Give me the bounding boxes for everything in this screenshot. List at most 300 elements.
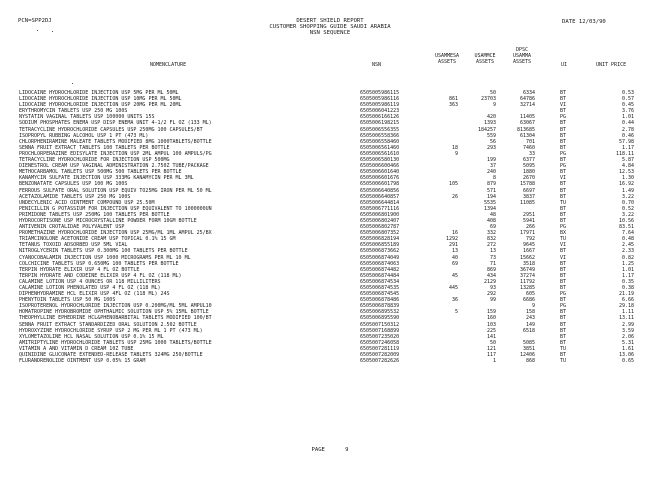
cell-unit-of-issue: TU <box>560 358 567 365</box>
cell-dpsc-assets: 9 <box>531 303 535 310</box>
cell-unit-price: 1.61 <box>621 345 634 352</box>
cell-usammce-assets: 37 <box>489 163 496 170</box>
col-header-nomenclature: NOMENCLATURE <box>150 62 187 68</box>
cell-unit-of-issue: BT <box>560 278 567 285</box>
cell-unit-price: 21.19 <box>618 291 634 298</box>
cell-unit-of-issue: PG <box>560 114 567 121</box>
cell-usammce-assets: 293 <box>486 144 496 151</box>
cell-unit-of-issue: BT <box>560 120 567 127</box>
cell-usammce-assets: 1394 <box>483 205 496 212</box>
cell-nsn: 6505006874535 <box>360 285 400 291</box>
cell-nomenclature: HYDROXYZINE HYDROCHLORIDE SYRUP USP 2 MG PER ML 1 PT (473 ML) <box>19 327 203 334</box>
cell-nsn: 6505006561610 <box>360 150 400 157</box>
cell-dpsc-assets: 6686 <box>522 297 535 304</box>
cell-unit-price: 13.11 <box>618 315 634 322</box>
cell-nsn: 6505006874049 <box>360 254 400 261</box>
cell-dpsc-assets: 3518 <box>522 260 535 267</box>
cell-nsn: 6505006895532 <box>360 309 400 316</box>
cell-usammce-assets: 1393 <box>483 120 496 127</box>
page-label: PAGE <box>311 447 325 453</box>
cell-nomenclature: CALAMINE LOTION USP 4 OUNCES OR 118 MILLILITERS <box>19 278 161 285</box>
cell-unit-of-issue: BT <box>560 193 567 200</box>
cell-unit-price: 4.84 <box>621 163 634 170</box>
cell-unit-price: 0.57 <box>621 96 634 103</box>
cell-unit-price: 5.31 <box>621 339 634 346</box>
cell-nomenclature: METHOCARBAMOL TABLETS USP 500MG 500 TABLETS PER BOTTLE <box>19 169 182 176</box>
cell-dpsc-assets: 5095 <box>522 163 535 170</box>
cell-nomenclature: CYANOCOBALAMIN INJECTION USP 1000 MICROGRAMS PER ML 10 ML <box>19 254 191 261</box>
report-title: DESERT SHIELD REPORT <box>296 18 364 24</box>
item-table <box>0 90 660 364</box>
cell-unit-price: 0.44 <box>621 120 634 127</box>
cell-dpsc-assets: 266 <box>525 224 535 231</box>
cell-usammesa-assets: 36 <box>451 297 458 304</box>
cell-nsn: 6505006601640 <box>360 169 400 176</box>
cell-unit-price: 5.87 <box>621 157 634 164</box>
cell-usammce-assets: 159 <box>486 309 496 316</box>
cell-nsn: 6505006828194 <box>360 236 400 243</box>
cell-unit-of-issue: BT <box>560 169 567 176</box>
cell-nomenclature: PROMETHAZINE HYDROCHLORIDE INJECTION USP 25MG/ML 1ML AMPUL 25/BX <box>19 230 212 237</box>
cell-nomenclature: XYLOMETAZOLINE HCL NASAL SOLUTION USP 0.1% 15 ML <box>19 333 164 340</box>
cell-nsn: 6505007282626 <box>360 358 400 365</box>
cell-unit-price: 7.64 <box>621 230 634 237</box>
cell-nomenclature: UNDECYLENIC ACID OINTMENT COMPOUND USP 25.50M <box>19 199 155 206</box>
cell-unit-of-issue: BT <box>560 297 567 304</box>
cell-unit-price: 0.48 <box>621 236 634 243</box>
cell-usammce-assets: 240 <box>486 169 496 176</box>
cell-dpsc-assets: 158 <box>525 309 535 316</box>
cell-dpsc-assets: 63067 <box>519 120 535 127</box>
cell-dpsc-assets: 12406 <box>519 352 535 359</box>
cell-nomenclature: TERPIN HYDRATE AND CODEINE ELIXIR USP 4 FL OZ (118 ML) <box>19 272 182 279</box>
cell-nsn: 6505006556355 <box>360 126 400 133</box>
cell-unit-price: 1.17 <box>621 144 634 151</box>
cell-unit-of-issue: BT <box>560 327 567 334</box>
report-title-block <box>0 18 660 36</box>
cell-unit-price: 83.51 <box>618 224 634 231</box>
cell-usammce-assets: 56 <box>489 138 496 145</box>
cell-usammce-assets: 71 <box>489 260 496 267</box>
cell-usammesa-assets: 861 <box>448 96 458 103</box>
cell-usammesa-assets: 105 <box>448 181 458 188</box>
col-header-ui: UI <box>561 62 568 68</box>
cell-nomenclature: TETANUS TOXOID ADSORBED USP 5ML VIAL <box>19 242 128 249</box>
cell-nsn: 6505006640856 <box>360 187 400 194</box>
cell-unit-price: 1.01 <box>621 114 634 121</box>
cell-nomenclature: PRIMIDONE TABLETS USP 250MG 100 TABLETS PER BOTTLE <box>19 211 170 218</box>
report-subtitle: CUSTOMER SHOPPING GUIDE SAUDI ARABIA <box>269 24 391 30</box>
cell-unit-of-issue: BT <box>560 315 567 322</box>
cell-unit-of-issue: BT <box>560 285 567 291</box>
cell-usammce-assets: 99 <box>489 297 496 304</box>
cell-unit-of-issue: BT <box>560 309 567 316</box>
cell-usammce-assets: 160 <box>486 315 496 322</box>
col-header-usammce-line1: USAMMCE <box>474 53 496 59</box>
scan-speck <box>72 83 73 84</box>
cell-dpsc-assets: 11085 <box>519 199 535 206</box>
cell-usammce-assets: 2129 <box>483 278 496 285</box>
cell-unit-price: 1.25 <box>621 260 634 267</box>
col-header-dpsc <box>507 47 537 65</box>
cell-usammce-assets: 117 <box>486 352 496 359</box>
cell-dpsc-assets: 149 <box>525 321 535 328</box>
cell-nomenclature: SENNA FRUIT EXTRACT STANDARDIZED ORAL SOLUTION 2.502 BOTTLE <box>19 321 197 328</box>
cell-usammce-assets: 272 <box>486 242 496 249</box>
cell-unit-of-issue: BT <box>560 138 567 145</box>
report-date <box>562 19 606 25</box>
cell-usammesa-assets: 5 <box>454 309 458 316</box>
cell-usammce-assets: 8 <box>492 175 496 182</box>
cell-unit-of-issue: BT <box>560 272 567 279</box>
cell-dpsc-assets: 11792 <box>519 278 535 285</box>
cell-usammce-assets: 121 <box>486 345 496 352</box>
col-header-dpsc-line3: ASSETS <box>512 59 532 65</box>
col-header-nsn: NSN <box>372 62 382 68</box>
cell-unit-of-issue: BT <box>560 144 567 151</box>
cell-unit-price: 2.45 <box>621 242 634 249</box>
cell-nomenclature: AMITRIPTYLINE HYDROCHLORIDE TABLETS USP 25MG 1000 TABLETS/BOTTLE <box>19 339 212 346</box>
cell-nomenclature: TETRACYCLINE HYDROCHLORIDE CAPSULES USP 250MG 100 CAPSULES/BT <box>19 126 203 133</box>
cell-dpsc-assets: 15788 <box>519 181 535 188</box>
cell-unit-price: 3.59 <box>621 327 634 334</box>
cell-usammce-assets: 23703 <box>480 96 496 103</box>
date-value: 12/03/90 <box>578 19 606 25</box>
cell-unit-price: 1.17 <box>621 272 634 279</box>
table-row <box>0 358 660 364</box>
cell-nomenclature: ISOPROTERENOL HYDROCHLORIDE INJECTION USP 0.200MG/ML 5ML AMPUL10 <box>19 303 212 310</box>
scan-speck <box>37 30 38 31</box>
cell-nsn: 6505006874484 <box>360 272 400 279</box>
cell-nomenclature: NYSTATIN VAGINAL TABLETS USP 100000 UNITS 15S <box>19 114 155 121</box>
cell-nsn: 6505006878486 <box>360 297 400 304</box>
col-header-usammce <box>470 53 500 65</box>
cell-nsn: 6505006874534 <box>360 278 400 285</box>
cell-nsn: 6505006558366 <box>360 132 400 139</box>
cell-nomenclature: DIENESTROL CREAM USP VAGINAL ADMINISTRATION 2.750Z TUBE/PACKAGE <box>19 163 209 170</box>
cell-usammce-assets: 13 <box>489 248 496 255</box>
cell-usammce-assets: 50 <box>489 339 496 346</box>
cell-unit-price: 2.78 <box>621 126 634 133</box>
cell-nsn: 6505006561460 <box>360 144 400 151</box>
page-number: 9 <box>345 447 349 453</box>
cell-usammce-assets: 292 <box>486 291 496 298</box>
cell-usammce-assets: 50 <box>489 90 496 96</box>
cell-usammce-assets: 194 <box>486 193 496 200</box>
cell-unit-price: 0.65 <box>621 358 634 365</box>
cell-nsn: 6505005986115 <box>360 90 400 96</box>
cell-unit-of-issue: BT <box>560 96 567 103</box>
cell-dpsc-assets: 701 <box>525 138 535 145</box>
cell-nomenclature: PENICILLIN G POTASSIUM FOR INJECTION USP EQUIVALENT TO 1000000UN <box>19 205 212 212</box>
scan-speck <box>52 31 53 32</box>
cell-unit-price: 0.52 <box>621 205 634 212</box>
cell-nomenclature: THEOPHYLLINE EPHEDRINE HCL&PHENOBARBITAL TABLETS MODIFIED 100/BT <box>19 315 212 322</box>
cell-nsn: 6505006874482 <box>360 266 400 273</box>
cell-usammce-assets: 879 <box>486 181 496 188</box>
cell-unit-of-issue: PG <box>560 303 567 310</box>
cell-usammce-assets: 332 <box>486 230 496 237</box>
cell-unit-price: 16.92 <box>618 181 634 188</box>
cell-unit-price: 2.06 <box>621 333 634 340</box>
cell-unit-of-issue: TU <box>560 199 567 206</box>
cell-unit-price: 2.33 <box>621 248 634 255</box>
cell-nsn: 6505005986119 <box>360 102 400 109</box>
cell-dpsc-assets: 868 <box>525 358 535 365</box>
cell-nomenclature: CALAMINE LOTION PHENOLATED USP 4 FL OZ (118 ML) <box>19 285 161 291</box>
cell-unit-price: 10.56 <box>618 217 634 224</box>
cell-unit-of-issue: BT <box>560 126 567 133</box>
cell-unit-of-issue: VI <box>560 175 567 182</box>
cell-dpsc-assets: 7460 <box>522 144 535 151</box>
cell-nomenclature: FERROUS SULFATE ORAL SOLUTION USP EQUIV TO25MG IRON PER ML 50 ML <box>19 187 212 194</box>
cell-usammce-assets: 225 <box>486 327 496 334</box>
cell-usammce-assets: 1 <box>492 358 496 365</box>
cell-nsn: 6505006878839 <box>360 303 400 310</box>
cell-nomenclature: HYDROCORTISONE USP MICROCRYSTALLINE POWDER FORM 10GM BOTTLE <box>19 217 197 224</box>
cell-unit-of-issue: TU <box>560 345 567 352</box>
cell-nsn: 6505007281119 <box>360 345 400 352</box>
cell-unit-of-issue: BT <box>560 132 567 139</box>
cell-nsn: 6505007168899 <box>360 327 400 334</box>
cell-dpsc-assets: 605 <box>525 291 535 298</box>
col-header-usammce-line2: ASSETS <box>475 59 495 65</box>
cell-unit-of-issue: BX <box>560 230 567 237</box>
cell-nsn: 6505006874545 <box>360 291 400 298</box>
cell-usammesa-assets: 45 <box>451 272 458 279</box>
cell-unit-of-issue: BT <box>560 108 567 115</box>
cell-dpsc-assets: 792 <box>525 236 535 243</box>
cell-unit-price: 0.45 <box>621 102 634 109</box>
cell-unit-price: 6.66 <box>621 297 634 304</box>
cell-nomenclature: KANAMYCIN SULFATE INJECTION USP 333MG KANAMYCIN PER ML 3ML <box>19 175 194 182</box>
cell-dpsc-assets: 6518 <box>522 327 535 334</box>
cell-nsn: 6505007235020 <box>360 333 400 340</box>
cell-nomenclature: TRIAMCINOLONE ACETONIDE CREAM USP TOPICAL 0.1% 15 GM <box>19 236 176 243</box>
col-header-dpsc-line2: USAMMA <box>512 53 532 59</box>
cell-usammce-assets: 559 <box>486 132 496 139</box>
cell-unit-price: 0.38 <box>621 285 634 291</box>
cell-unit-of-issue: TU <box>560 236 567 243</box>
cell-usammce-assets: 93 <box>489 285 496 291</box>
cell-nomenclature: PHENYTOIN TABLETS USP 50 MG 100S <box>19 297 116 304</box>
cell-nsn: 6505006855189 <box>360 242 400 249</box>
cell-nsn: 6505006644814 <box>360 199 400 206</box>
cell-unit-price: 3.22 <box>621 211 634 218</box>
cell-unit-price: 0.46 <box>621 132 634 139</box>
cell-nsn: 6505006771116 <box>360 205 400 212</box>
cell-nomenclature: VITAMIN A AND VITAMIN D CREAM 10Z TUBE <box>19 345 134 352</box>
cell-unit-price: 3.76 <box>621 108 634 115</box>
cell-nomenclature: ANTIVENIN CROTALIDAE POLYVALENT USP <box>19 224 125 231</box>
cell-unit-of-issue: VI <box>560 242 567 249</box>
date-label: DATE <box>562 19 576 25</box>
cell-dpsc-assets: 2670 <box>522 175 535 182</box>
cell-usammce-assets: 103 <box>486 321 496 328</box>
cell-unit-price: 2.99 <box>621 321 634 328</box>
cell-usammesa-assets: 26 <box>451 193 458 200</box>
cell-unit-of-issue: PG <box>560 224 567 231</box>
cell-unit-of-issue: BT <box>560 90 567 96</box>
page-footer <box>0 447 660 453</box>
cell-usammesa-assets: 9 <box>454 150 458 157</box>
cell-dpsc-assets: 11405 <box>519 114 535 121</box>
cell-usammce-assets: 434 <box>486 272 496 279</box>
col-header-usammesa <box>432 53 462 65</box>
cell-unit-of-issue: BT <box>560 321 567 328</box>
cell-usammce-assets: 9 <box>492 102 496 109</box>
cell-unit-of-issue: BT <box>560 211 567 218</box>
cell-usammesa-assets: 40 <box>451 254 458 261</box>
cell-nsn: 6505006640857 <box>360 193 400 200</box>
cell-nsn: 6505007282009 <box>360 352 400 359</box>
cell-unit-of-issue: BT <box>560 187 567 194</box>
cell-dpsc-assets: 243 <box>525 315 535 322</box>
cell-usammce-assets: 571 <box>486 187 496 194</box>
cell-nomenclature: ERYTHROMYCIN TABLETS USP 250 MG 100S <box>19 108 128 115</box>
cell-dpsc-assets: 15662 <box>519 254 535 261</box>
cell-unit-price: 3.22 <box>621 193 634 200</box>
col-header-usammesa-line2: ASSETS <box>437 59 457 65</box>
cell-nomenclature: ACETAZOLAMIDE TABLETS USP 250 MG 100S <box>19 193 131 200</box>
report-code: PCN=SPP2DJ <box>18 18 52 24</box>
cell-unit-of-issue: BT <box>560 205 567 212</box>
cell-nsn: 6505006198215 <box>360 120 400 127</box>
cell-nsn: 6505006580130 <box>360 157 400 164</box>
cell-usammce-assets: 420 <box>486 114 496 121</box>
cell-usammesa-assets: 363 <box>448 102 458 109</box>
cell-usammce-assets: 69 <box>489 224 496 231</box>
cell-dpsc-assets: 36749 <box>519 266 535 273</box>
cell-nsn: 6505006558460 <box>360 138 400 145</box>
cell-nomenclature: BENZONATATE CAPSULES USP 100 MG 100S <box>19 181 128 188</box>
cell-unit-of-issue: BT <box>560 217 567 224</box>
cell-dpsc-assets: 6334 <box>522 90 535 96</box>
cell-dpsc-assets: 33 <box>528 150 535 157</box>
cell-usammce-assets: 48 <box>489 211 496 218</box>
cell-nomenclature: LIDOCAINE HYDROCHLORIDE INJECTION USP 20MG PER ML 20ML <box>19 102 182 109</box>
cell-usammce-assets: 408 <box>486 217 496 224</box>
cell-nsn: 6505005986116 <box>360 96 400 103</box>
cell-unit-price: 13.06 <box>618 352 634 359</box>
report-sequence: NSN SEQUENCE <box>309 30 351 36</box>
cell-nsn: 6505006600466 <box>360 163 400 170</box>
cell-dpsc-assets: 9645 <box>522 242 535 249</box>
cell-nsn: 6505006166126 <box>360 114 400 121</box>
cell-unit-price: 57.98 <box>618 138 634 145</box>
cell-unit-of-issue: BT <box>560 248 567 255</box>
cell-nomenclature: PROCHLORPERAZINE EDISYLATE INJECTION USP 2ML AMPUL 100 AMPULS/PG <box>19 150 212 157</box>
cell-nsn: 6505006874063 <box>360 260 400 267</box>
cell-nomenclature: SODIUM PHOSPHATES ENEMA USP DISP ENEMA UNIT 4-1/2 FL OZ (133 ML) <box>19 120 212 127</box>
cell-nsn: 6505006807352 <box>360 230 400 237</box>
cell-nsn: 6505006601798 <box>360 181 400 188</box>
col-header-dpsc-line1: DPSC <box>515 47 529 53</box>
cell-nomenclature: HOMATROPINE HYDROBROMIDE OPHTHALMIC SOLUTION USP 5% 15ML BOTTLE <box>19 309 209 316</box>
cell-unit-of-issue: VI <box>560 102 567 109</box>
cell-unit-price: 0.53 <box>621 90 634 96</box>
cell-dpsc-assets: 61304 <box>519 132 535 139</box>
cell-unit-price: 0.82 <box>621 254 634 261</box>
cell-unit-of-issue: BT <box>560 181 567 188</box>
col-header-unit-price: UNIT PRICE <box>596 62 627 68</box>
cell-dpsc-assets: 6697 <box>522 187 535 194</box>
cell-nomenclature: COLCHICINE TABLETS USP 0.650MG 100 TABLETS PER BOTTLE <box>19 260 179 267</box>
cell-usammce-assets: 869 <box>486 266 496 273</box>
cell-nsn: 6505006041223 <box>360 108 400 115</box>
cell-unit-of-issue: PG <box>560 291 567 298</box>
cell-nomenclature: LIDOCAINE HYDROCHLORIDE INJECTION USP 5MG PER ML 50ML <box>19 90 179 96</box>
cell-dpsc-assets: 3837 <box>522 193 535 200</box>
cell-dpsc-assets: 6377 <box>522 157 535 164</box>
cell-nomenclature: CHLORPHENIRAMINE MALEATE TABLETS MODIFIED 8MG 1000TABLETS/BOTTLE <box>19 138 212 145</box>
cell-usammce-assets: 184257 <box>477 126 496 133</box>
cell-usammesa-assets: 69 <box>451 260 458 267</box>
cell-nomenclature: FLURANDRENOLIDE OINTMENT USP 0.05% 15 GRAM <box>19 358 146 365</box>
cell-dpsc-assets: 37274 <box>519 272 535 279</box>
cell-unit-of-issue: BT <box>560 333 567 340</box>
cell-nsn: 6505006873662 <box>360 248 400 255</box>
cell-nomenclature: ISOPROPYL RUBBING ALCOHOL USP 1 PT (473 ML) <box>19 132 149 139</box>
cell-unit-price: 0.35 <box>621 278 634 285</box>
cell-nsn: 6505006801900 <box>360 211 400 218</box>
cell-dpsc-assets: 5941 <box>522 217 535 224</box>
cell-nsn: 6505006802787 <box>360 224 400 231</box>
cell-unit-price: 1.30 <box>621 175 634 182</box>
cell-nsn: 6505006895590 <box>360 315 400 322</box>
cell-unit-price: 12.53 <box>618 169 634 176</box>
cell-nsn: 6505007246058 <box>360 339 400 346</box>
cell-unit-price: 1.11 <box>621 309 634 316</box>
cell-usammce-assets: 5535 <box>483 199 496 206</box>
cell-usammesa-assets: 16 <box>451 230 458 237</box>
cell-unit-of-issue: PG <box>560 150 567 157</box>
cell-nsn: 6505006802407 <box>360 217 400 224</box>
cell-usammesa-assets: 445 <box>448 285 458 291</box>
cell-dpsc-assets: 13285 <box>519 285 535 291</box>
cell-dpsc-assets: 64786 <box>519 96 535 103</box>
cell-usammesa-assets: 13 <box>451 248 458 255</box>
cell-nomenclature: TETRACYCLINE HYDROCHLORIDE FOR INJECTION USP 500MG <box>19 157 170 164</box>
cell-dpsc-assets: 3851 <box>522 345 535 352</box>
cell-unit-price: 1.01 <box>621 266 634 273</box>
cell-usammce-assets: 73 <box>489 254 496 261</box>
cell-nsn: 6505006601676 <box>360 175 400 182</box>
cell-usammesa-assets: 291 <box>448 242 458 249</box>
cell-unit-of-issue: BT <box>560 260 567 267</box>
cell-nomenclature: NITROGLYCERIN TABLETS USP 0.300MG 100 TABLETS PER BOTTLE <box>19 248 188 255</box>
col-header-usammesa-line1: USAMMESA <box>434 53 460 59</box>
cell-unit-price: 1.49 <box>621 187 634 194</box>
cell-dpsc-assets: 5085 <box>522 339 535 346</box>
cell-usammce-assets: 199 <box>486 157 496 164</box>
cell-usammesa-assets: 18 <box>451 144 458 151</box>
cell-unit-of-issue: BT <box>560 339 567 346</box>
cell-dpsc-assets: 813685 <box>516 126 535 133</box>
cell-unit-of-issue: BT <box>560 157 567 164</box>
cell-usammce-assets: 832 <box>486 236 496 243</box>
cell-unit-price: 29.18 <box>618 303 634 310</box>
cell-unit-of-issue: VI <box>560 254 567 261</box>
cell-nomenclature: QUINIDINE GLUCONATE EXTENDED-RELEASE TABLETS 324MG 250/BOTTLE <box>19 352 203 359</box>
cell-unit-price: 0.70 <box>621 199 634 206</box>
cell-unit-of-issue: PG <box>560 163 567 170</box>
cell-dpsc-assets: 32714 <box>519 102 535 109</box>
cell-nomenclature: DIPHENHYDRAMINE HCL ELIXIR USP 4FL OZ (118 ML) 24S <box>19 291 170 298</box>
cell-nomenclature: LIDOCAINE HYDROCHLORIDE INJECTION USP 10MG PER ML 50ML <box>19 96 182 103</box>
cell-usammesa-assets: 1292 <box>445 236 458 243</box>
cell-unit-of-issue: BT <box>560 266 567 273</box>
